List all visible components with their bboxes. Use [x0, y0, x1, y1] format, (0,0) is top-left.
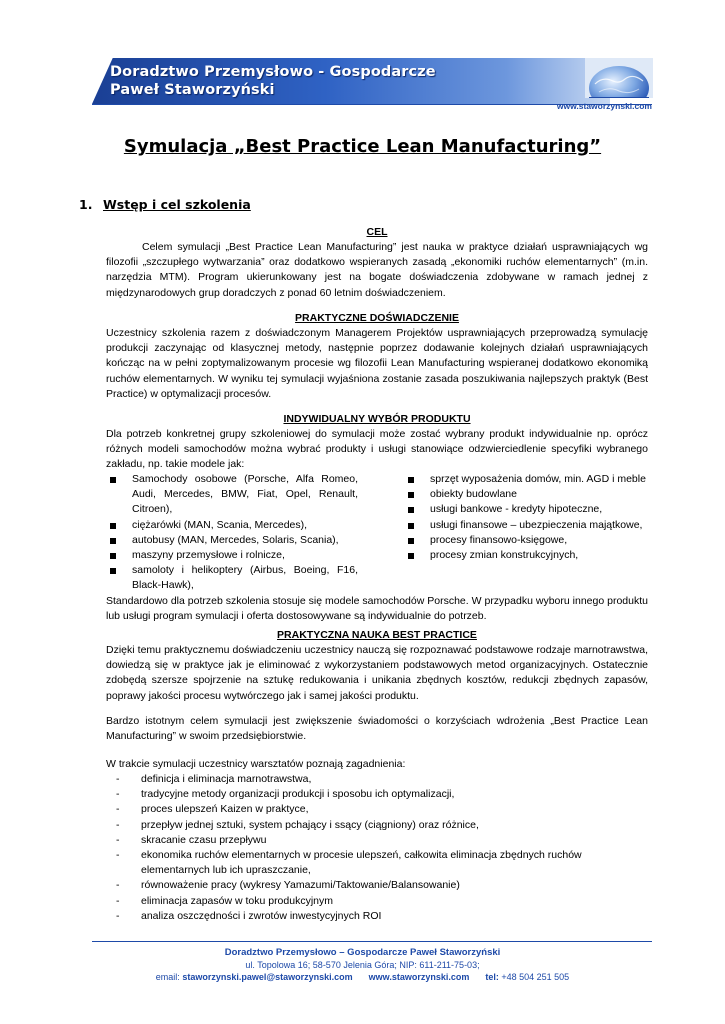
- dash-bullet-icon: -: [116, 803, 120, 816]
- indywidualny-outro: Standardowo dla potrzeb szkolenia stosuje się modele samochodów Porsche. W przypadku wyboru innego produktu lub usługi program symulacji i oferta dostosowywane są indywidualnie do potrzeb.: [106, 595, 648, 623]
- cel-paragraph: Celem symulacji „Best Practice Lean Manufacturing” jest nauka w praktyce działań usprawniających wg filozofii „szczupłego wytwarzania” oraz dodatkowo wspieranych zasadą „ekonomiki ruchów elementarnych” (m.in. narzędzia MTM). Program ukierunkowany jest na bogate doświadczenia zdobywane w ramach jednej z międzynarodowych grup doradczych z ponad 60 letnim doświadczeniem.: [106, 241, 648, 299]
- dash-bullet-icon: -: [116, 818, 120, 831]
- nauka-paragraph-1: Dzięki temu praktycznemu doświadczeniu uczestnicy nauczą się rozpoznawać podstawowe rodzaje marnotrawstwa, dowiedzą się w praktyce jak je eliminować z wykorzystaniem podstawowych metod organizacyjnych. Ostatecznie zdobędą szersze spojrzenie na sztukę redukowania i unikania zbędnych kosztów, redukcji zbędnych zapasów, poprawy jakości procesu wytwórczego jak i samej jakości produktu.: [106, 644, 648, 702]
- praktyczne-paragraph: Uczestnicy szkolenia razem z doświadczonym Managerem Projektów usprawniających przeprowadzą symulację produkcji zaczynając od klasycznej metody, następnie poprzez dodawanie kolejnych działań usprawniających kończąc na w pełni zoptymalizowanym procesie wg filozofii Lean Manufacturing wspieranej dodatkowo ekonomiką ruchów elementarnych. W wyniku tej symulacji wyjaśniona zostanie zasada poszukiwania najlepszych praktyk (Best Practice) w optymalizacji procesów.: [106, 327, 648, 400]
- square-bullet-icon: [408, 492, 414, 498]
- footer-email-label: email:: [155, 972, 180, 982]
- list-item: - definicja i eliminacja marnotrawstwa,: [112, 772, 652, 787]
- list-item: - proces ulepszeń Kaizen w praktyce,: [112, 802, 652, 817]
- indywidualny-intro: Dla potrzeb konkretnej grupy szkoleniowej do symulacji może zostać wybrany produkt indywidualnie np. oprócz różnych modeli samochodów można wybrać produkty i usługi stanowiące odzwierciedlenie specyfiki wybranego zakładu, np. takie modele jak:: [106, 428, 648, 471]
- list-item: - eliminacja zapasów w toku produkcyjnym: [112, 894, 652, 909]
- list-item: maszyny przemysłowe i rolnicze,: [106, 548, 358, 563]
- list-item: procesy finansowo-księgowe,: [404, 533, 654, 548]
- list-item: autobusy (MAN, Mercedes, Solaris, Scania),: [106, 533, 358, 548]
- header-company-name: Doradztwo Przemysłowo - Gospodarcze: [110, 64, 436, 80]
- list-item: procesy zmian konstrukcyjnych,: [404, 548, 654, 563]
- document-title: Symulacja „Best Practice Lean Manufacturing”: [123, 136, 602, 157]
- list-item: usługi bankowe - kredyty hipoteczne,: [404, 502, 654, 517]
- section-number: 1.: [79, 197, 93, 212]
- square-bullet-icon: [408, 523, 414, 529]
- square-bullet-icon: [110, 568, 116, 574]
- list-item: - tradycyjne metody organizacji produkcji i sposobu ich optymalizacji,: [112, 787, 652, 802]
- list-item: - ekonomika ruchów elementarnych w procesie ulepszeń, całkowita eliminacja zbędnych ruchów elementarnych lub ich upraszczanie,: [116, 849, 582, 877]
- dash-bullet-icon: -: [116, 894, 120, 907]
- square-bullet-icon: [110, 523, 116, 529]
- footer-divider: [92, 941, 652, 942]
- square-bullet-icon: [408, 538, 414, 544]
- square-bullet-icon: [408, 477, 414, 483]
- product-list-right: [404, 472, 654, 563]
- list-item: Samochody osobowe (Porsche, Alfa Romeo, Audi, Mercedes, BMW, Fiat, Opel, Renault, Citroen),: [106, 472, 358, 518]
- list-item: samoloty i helikoptery (Airbus, Boeing, F16, Black-Hawk),: [106, 563, 358, 593]
- square-bullet-icon: [110, 538, 116, 544]
- list-item: obiekty budowlane: [404, 487, 654, 502]
- list-item: - przepływ jednej sztuki, system pchający i ssący (ciągniony) oraz różnice,: [112, 818, 652, 833]
- section-heading-text: Wstęp i cel szkolenia: [103, 197, 251, 212]
- list-item: - skracanie czasu przepływu: [112, 833, 652, 848]
- list-item: - analiza oszczędności i zwrotów inwestycyjnych ROI: [112, 909, 652, 924]
- header-owner-name: Paweł Staworzyński: [110, 82, 275, 98]
- square-bullet-icon: [408, 553, 414, 559]
- indywidualny-heading: INDYWIDUALNY WYBÓR PRODUKTU: [283, 413, 471, 425]
- dash-bullet-icon: -: [116, 833, 120, 846]
- nauka-paragraph-3: W trakcie symulacji uczestnicy warsztatów poznają zagadnienia:: [106, 758, 406, 770]
- nauka-paragraph-2: Bardzo istotnym celem symulacji jest zwiększenie świadomości o korzyściach wdrożenia „Best Practice Lean Manufacturing” w swoim przedsiębiorstwie.: [106, 715, 648, 743]
- footer-address: ul. Topolowa 16; 58-570 Jelenia Góra; NIP: 611-211-75-03;: [245, 960, 480, 970]
- dash-bullet-icon: -: [116, 773, 120, 785]
- section-heading: [79, 197, 251, 212]
- list-item: ciężarówki (MAN, Scania, Mercedes),: [106, 518, 358, 533]
- topics-list: [112, 772, 652, 924]
- nauka-heading: PRAKTYCZNA NAUKA BEST PRACTICE: [277, 629, 477, 641]
- header-website-link[interactable]: www.staworzynski.com: [556, 101, 652, 111]
- dash-bullet-icon: -: [116, 879, 120, 892]
- dash-bullet-icon: -: [116, 788, 120, 801]
- footer-contact: [0, 972, 725, 982]
- footer-tel-value[interactable]: +48 504 251 505: [501, 972, 570, 982]
- globe-logo-icon: [585, 58, 653, 98]
- footer-email-link[interactable]: staworzynski.pawel@staworzynski.com: [182, 972, 353, 982]
- footer-website-link[interactable]: www.staworzynski.com: [368, 972, 470, 982]
- dash-bullet-icon: -: [116, 909, 120, 922]
- dash-bullet-icon: -: [116, 849, 120, 862]
- praktyczne-heading: PRAKTYCZNE DOŚWIADCZENIE: [295, 312, 459, 324]
- square-bullet-icon: [110, 477, 116, 483]
- footer-company: Doradztwo Przemysłowo – Gospodarcze Paweł Staworzyński: [224, 947, 501, 958]
- cel-heading: CEL: [366, 226, 388, 238]
- list-item: usługi finansowe – ubezpieczenia majątkowe,: [404, 518, 654, 533]
- square-bullet-icon: [110, 553, 116, 559]
- square-bullet-icon: [408, 507, 414, 513]
- product-list-left: [106, 472, 358, 594]
- list-item: sprzęt wyposażenia domów, min. AGD i meble: [404, 472, 654, 487]
- footer-tel-label: tel:: [485, 972, 499, 982]
- list-item: - równoważenie pracy (wykresy Yamazumi/Taktowanie/Balansowanie): [112, 878, 652, 893]
